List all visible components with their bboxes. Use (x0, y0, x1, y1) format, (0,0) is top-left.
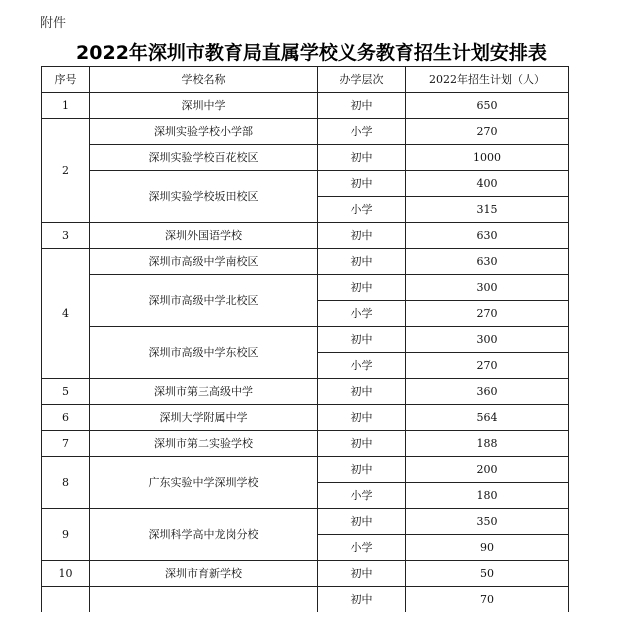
header-level: 办学层次 (318, 67, 406, 93)
table-row (42, 587, 569, 613)
cell-no: 2 (42, 119, 90, 223)
enrollment-plan-table (41, 66, 569, 612)
cell-level: 初中 (318, 145, 406, 171)
cell-school: 深圳市高级中学北校区 (90, 275, 318, 327)
table-row (42, 171, 569, 197)
cell-school: 深圳外国语学校 (90, 223, 318, 249)
cell-school: 广东实验中学深圳学校 (90, 457, 318, 509)
header-no: 序号 (42, 67, 90, 93)
cell-count: 630 (406, 249, 569, 275)
cell-count: 650 (406, 93, 569, 119)
table-row (42, 119, 569, 145)
table-row (42, 431, 569, 457)
cell-count: 400 (406, 171, 569, 197)
cell-count: 350 (406, 509, 569, 535)
cell-count: 200 (406, 457, 569, 483)
cell-no: 7 (42, 431, 90, 457)
table-row (42, 405, 569, 431)
table-row (42, 509, 569, 535)
page-title: 2022年深圳市教育局直属学校义务教育招生计划安排表 (76, 42, 547, 64)
cell-level: 初中 (318, 223, 406, 249)
cell-level: 初中 (318, 561, 406, 587)
cell-school: 深圳市高级中学南校区 (90, 249, 318, 275)
cell-level: 小学 (318, 353, 406, 379)
cell-count: 90 (406, 535, 569, 561)
cell-school (90, 587, 318, 613)
cell-count: 270 (406, 301, 569, 327)
cell-no: 6 (42, 405, 90, 431)
cell-level: 小学 (318, 483, 406, 509)
cell-count: 564 (406, 405, 569, 431)
cell-school: 深圳实验学校坂田校区 (90, 171, 318, 223)
cell-count: 70 (406, 587, 569, 613)
cell-level: 小学 (318, 301, 406, 327)
cell-level: 初中 (318, 431, 406, 457)
cell-count: 1000 (406, 145, 569, 171)
cell-level: 初中 (318, 379, 406, 405)
table-row (42, 93, 569, 119)
cell-no (42, 587, 90, 613)
cell-level: 初中 (318, 509, 406, 535)
table-row (42, 327, 569, 353)
table-row (42, 457, 569, 483)
table-row (42, 561, 569, 587)
cell-school: 深圳实验学校百花校区 (90, 145, 318, 171)
cell-school: 深圳实验学校小学部 (90, 119, 318, 145)
table-row (42, 249, 569, 275)
table-row (42, 145, 569, 171)
table-row (42, 275, 569, 301)
cell-level: 初中 (318, 275, 406, 301)
cell-no: 9 (42, 509, 90, 561)
cell-no: 4 (42, 249, 90, 379)
cell-count: 270 (406, 353, 569, 379)
attachment-label: 附件 (40, 16, 67, 31)
cell-level: 小学 (318, 119, 406, 145)
cell-no: 1 (42, 93, 90, 119)
cell-count: 270 (406, 119, 569, 145)
cell-count: 315 (406, 197, 569, 223)
cell-school: 深圳市第二实验学校 (90, 431, 318, 457)
table-header-row (42, 67, 569, 93)
cell-count: 300 (406, 275, 569, 301)
cell-school: 深圳市高级中学东校区 (90, 327, 318, 379)
table-row (42, 223, 569, 249)
cell-count: 300 (406, 327, 569, 353)
cell-no: 5 (42, 379, 90, 405)
cell-count: 630 (406, 223, 569, 249)
cell-school: 深圳市第三高级中学 (90, 379, 318, 405)
cell-level: 小学 (318, 197, 406, 223)
cell-school: 深圳科学高中龙岗分校 (90, 509, 318, 561)
cell-level: 初中 (318, 405, 406, 431)
cell-school: 深圳中学 (90, 93, 318, 119)
cell-level: 初中 (318, 457, 406, 483)
cell-no: 8 (42, 457, 90, 509)
cell-count: 50 (406, 561, 569, 587)
header-count: 2022年招生计划（人） (406, 67, 569, 93)
cell-level: 初中 (318, 327, 406, 353)
cell-school: 深圳市育新学校 (90, 561, 318, 587)
cell-school: 深圳大学附属中学 (90, 405, 318, 431)
cell-count: 188 (406, 431, 569, 457)
cell-level: 初中 (318, 249, 406, 275)
cell-level: 小学 (318, 535, 406, 561)
cell-level: 初中 (318, 93, 406, 119)
cell-count: 360 (406, 379, 569, 405)
table-row (42, 379, 569, 405)
cell-count: 180 (406, 483, 569, 509)
header-school: 学校名称 (90, 67, 318, 93)
cell-no: 10 (42, 561, 90, 587)
cell-level: 初中 (318, 587, 406, 613)
cell-level: 初中 (318, 171, 406, 197)
cell-no: 3 (42, 223, 90, 249)
